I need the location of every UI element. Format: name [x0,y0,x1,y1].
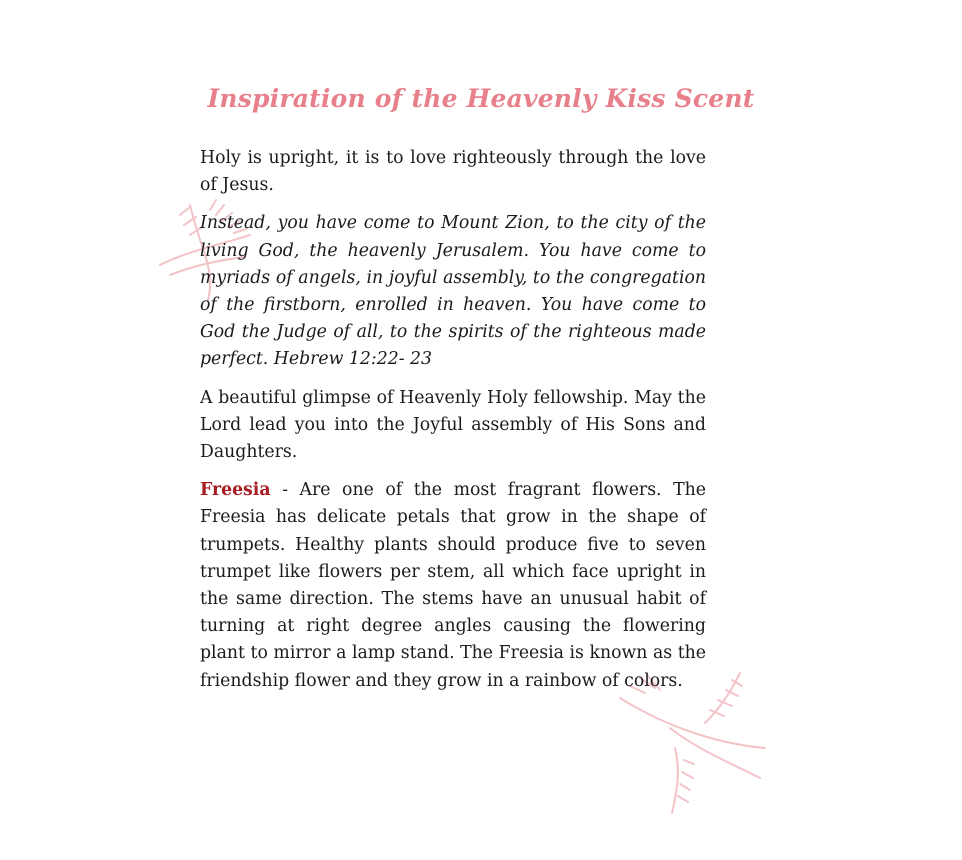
flower-name-highlight: Freesia [200,480,271,501]
flower-description: Are one of the most fragrant flowers. The Freesia has delicate petals that grow in the shape of trumpets. Healthy plants should produce five to seven trumpet like flowers per stem, all which face upright in the same direction. The stems have an unusual habit of turning at right degree angles causing the flowering plant to mirror a lamp stand. The Freesia is known as the friendship flower and they grow in a rainbow of colors. [200,480,706,691]
freesia-paragraph [200,477,706,695]
flower-separator: - [270,480,300,501]
scripture-quote: Instead, you have come to Mount Zion, to the city of the living God, the heavenly Jerusalem. You have come to myriads of angels, in joyful assembly, to the congregation of the firstborn, enrolled in heaven. You have come to God the Judge of all, to the spirits of the righteous made perfect. Hebrew 12:22- 23 [200,213,706,370]
document-body [200,145,706,706]
intro-paragraph: Holy is upright, it is to love righteously through the love of Jesus. [200,148,706,196]
reflection-paragraph: A beautiful glimpse of Heavenly Holy fellowship. May the Lord lead you into the Joyful assembly of His Sons and Daughters. [200,387,706,463]
page-title: Inspiration of the Heavenly Kiss Scent [207,84,755,113]
